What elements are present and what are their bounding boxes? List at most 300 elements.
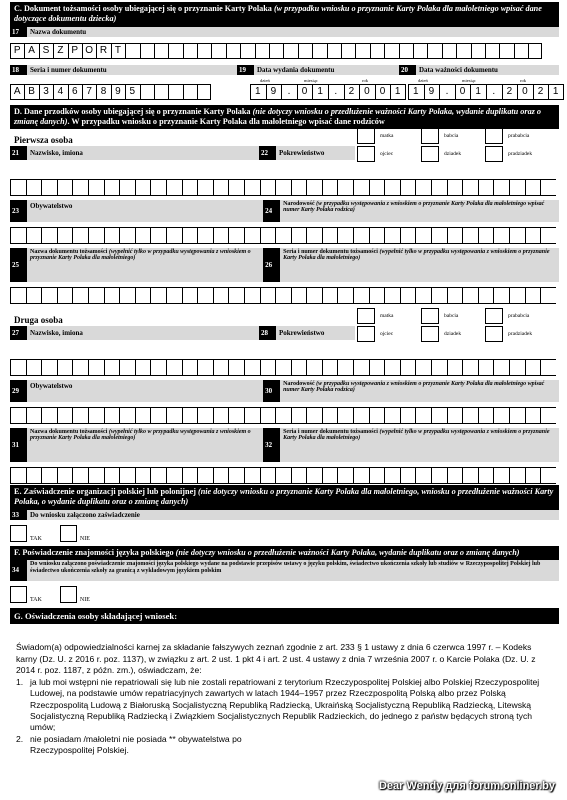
- character-cell[interactable]: [213, 467, 229, 484]
- character-cell[interactable]: [493, 287, 509, 304]
- character-cell[interactable]: [384, 43, 398, 59]
- character-cell[interactable]: [431, 227, 447, 244]
- character-cell[interactable]: [166, 467, 182, 484]
- character-cell[interactable]: [57, 359, 73, 376]
- character-cell[interactable]: [493, 359, 509, 376]
- character-cell[interactable]: [298, 43, 312, 59]
- character-cell[interactable]: [540, 407, 556, 424]
- character-cell[interactable]: 3: [39, 84, 53, 100]
- character-cell[interactable]: [140, 43, 154, 59]
- character-cell[interactable]: [182, 179, 198, 196]
- character-cell[interactable]: 0: [517, 84, 533, 100]
- character-cell[interactable]: [384, 467, 400, 484]
- character-cell[interactable]: [26, 227, 42, 244]
- character-cell[interactable]: P: [68, 43, 82, 59]
- character-cell[interactable]: [525, 359, 541, 376]
- character-cell[interactable]: [353, 407, 369, 424]
- character-cell[interactable]: [88, 407, 104, 424]
- character-cell[interactable]: [183, 84, 197, 100]
- character-cell[interactable]: [384, 227, 400, 244]
- character-cell[interactable]: [154, 84, 168, 100]
- character-cell[interactable]: [369, 179, 385, 196]
- character-cell[interactable]: [88, 179, 104, 196]
- character-cell[interactable]: [456, 43, 470, 59]
- kinship-checkbox[interactable]: [421, 128, 439, 144]
- character-cell[interactable]: 1: [390, 84, 406, 100]
- kinship-checkbox[interactable]: [485, 326, 503, 342]
- character-cell[interactable]: [26, 407, 42, 424]
- character-cell[interactable]: [509, 227, 525, 244]
- character-cell[interactable]: [182, 287, 198, 304]
- character-cell[interactable]: [353, 467, 369, 484]
- character-cell[interactable]: [57, 407, 73, 424]
- character-cell[interactable]: [369, 227, 385, 244]
- character-cell[interactable]: [400, 407, 416, 424]
- character-cell[interactable]: [370, 43, 384, 59]
- character-cell[interactable]: [400, 227, 416, 244]
- character-cell[interactable]: [135, 179, 151, 196]
- character-cell[interactable]: [41, 287, 57, 304]
- character-cell[interactable]: [213, 359, 229, 376]
- character-cell[interactable]: [306, 467, 322, 484]
- character-cell[interactable]: [291, 179, 307, 196]
- character-cell[interactable]: [337, 287, 353, 304]
- character-cell[interactable]: [306, 179, 322, 196]
- character-cell[interactable]: [211, 43, 225, 59]
- attestation-yes-checkbox[interactable]: [10, 525, 27, 542]
- character-cell[interactable]: [525, 179, 541, 196]
- kinship-checkbox[interactable]: [357, 326, 375, 342]
- character-cell[interactable]: 1: [408, 84, 424, 100]
- character-cell[interactable]: [104, 359, 120, 376]
- character-cell[interactable]: [244, 227, 260, 244]
- character-cell[interactable]: [125, 43, 139, 59]
- character-cell[interactable]: [197, 43, 211, 59]
- character-cell[interactable]: [525, 467, 541, 484]
- character-cell[interactable]: [197, 407, 213, 424]
- character-cell[interactable]: [119, 227, 135, 244]
- character-cell[interactable]: [399, 43, 413, 59]
- character-cell[interactable]: [182, 359, 198, 376]
- character-cell[interactable]: [255, 43, 269, 59]
- character-cell[interactable]: T: [111, 43, 125, 59]
- character-cell[interactable]: [337, 179, 353, 196]
- character-cell[interactable]: [462, 179, 478, 196]
- character-cell[interactable]: S: [39, 43, 53, 59]
- character-cell[interactable]: [478, 407, 494, 424]
- kinship-checkbox[interactable]: [485, 146, 503, 162]
- character-cell[interactable]: [135, 467, 151, 484]
- kinship-checkbox[interactable]: [357, 146, 375, 162]
- character-cell[interactable]: [228, 359, 244, 376]
- character-cell[interactable]: [182, 227, 198, 244]
- character-cell[interactable]: [540, 359, 556, 376]
- character-cell[interactable]: [431, 407, 447, 424]
- character-cell[interactable]: [431, 287, 447, 304]
- character-cell[interactable]: [384, 359, 400, 376]
- character-cell[interactable]: B: [24, 84, 38, 100]
- character-cell[interactable]: P: [10, 43, 24, 59]
- character-cell[interactable]: [353, 179, 369, 196]
- character-cell[interactable]: [369, 359, 385, 376]
- character-cell[interactable]: [150, 467, 166, 484]
- character-cell[interactable]: [485, 43, 499, 59]
- character-cell[interactable]: [183, 43, 197, 59]
- character-cell[interactable]: [26, 467, 42, 484]
- character-cell[interactable]: [291, 467, 307, 484]
- character-cell[interactable]: [337, 407, 353, 424]
- character-cell[interactable]: [400, 179, 416, 196]
- character-cell[interactable]: [369, 467, 385, 484]
- character-cell[interactable]: .: [328, 84, 344, 100]
- character-cell[interactable]: [415, 179, 431, 196]
- character-cell[interactable]: [119, 287, 135, 304]
- expiry-date-cells[interactable]: [408, 84, 564, 100]
- character-cell[interactable]: [166, 287, 182, 304]
- character-cell[interactable]: [306, 359, 322, 376]
- character-cell[interactable]: 9: [111, 84, 125, 100]
- character-cell[interactable]: [514, 43, 528, 59]
- character-cell[interactable]: [119, 407, 135, 424]
- character-cell[interactable]: 4: [53, 84, 67, 100]
- character-cell[interactable]: 7: [82, 84, 96, 100]
- character-cell[interactable]: [413, 43, 427, 59]
- character-cell[interactable]: [528, 43, 542, 59]
- character-cell[interactable]: 0: [359, 84, 375, 100]
- character-cell[interactable]: [168, 84, 182, 100]
- character-cell[interactable]: 2: [533, 84, 549, 100]
- character-cell[interactable]: [150, 179, 166, 196]
- character-cell[interactable]: [462, 467, 478, 484]
- character-cell[interactable]: [540, 179, 556, 196]
- character-cell[interactable]: [462, 287, 478, 304]
- character-cell[interactable]: [431, 179, 447, 196]
- character-cell[interactable]: [228, 179, 244, 196]
- character-cell[interactable]: [291, 407, 307, 424]
- character-cell[interactable]: [244, 467, 260, 484]
- character-cell[interactable]: [291, 227, 307, 244]
- character-cell[interactable]: A: [10, 84, 24, 100]
- character-cell[interactable]: [119, 467, 135, 484]
- character-cell[interactable]: [244, 287, 260, 304]
- character-cell[interactable]: [306, 287, 322, 304]
- character-cell[interactable]: [509, 407, 525, 424]
- character-cell[interactable]: [322, 467, 338, 484]
- character-cell[interactable]: [228, 467, 244, 484]
- character-cell[interactable]: [462, 407, 478, 424]
- character-cell[interactable]: [228, 407, 244, 424]
- character-cell[interactable]: [275, 179, 291, 196]
- language-yes-checkbox[interactable]: [10, 586, 27, 603]
- character-cell[interactable]: [72, 359, 88, 376]
- character-cell[interactable]: [462, 359, 478, 376]
- character-cell[interactable]: [447, 407, 463, 424]
- character-cell[interactable]: 9: [424, 84, 440, 100]
- character-cell[interactable]: [525, 287, 541, 304]
- character-cell[interactable]: [228, 227, 244, 244]
- character-cell[interactable]: [353, 227, 369, 244]
- character-cell[interactable]: [41, 467, 57, 484]
- character-cell[interactable]: 5: [125, 84, 139, 100]
- kinship-checkbox[interactable]: [357, 308, 375, 324]
- character-cell[interactable]: [291, 359, 307, 376]
- character-cell[interactable]: [540, 227, 556, 244]
- character-cell[interactable]: [213, 287, 229, 304]
- character-cell[interactable]: [353, 287, 369, 304]
- character-cell[interactable]: R: [96, 43, 110, 59]
- character-cell[interactable]: [322, 227, 338, 244]
- character-cell[interactable]: [197, 84, 211, 100]
- character-cell[interactable]: [150, 407, 166, 424]
- character-cell[interactable]: [135, 359, 151, 376]
- character-cell[interactable]: [57, 227, 73, 244]
- character-cell[interactable]: [88, 467, 104, 484]
- character-cell[interactable]: [525, 407, 541, 424]
- character-cell[interactable]: [150, 287, 166, 304]
- document-cells-person-2[interactable]: [10, 467, 559, 484]
- character-cell[interactable]: [306, 407, 322, 424]
- character-cell[interactable]: [244, 359, 260, 376]
- character-cell[interactable]: [341, 43, 355, 59]
- character-cell[interactable]: [509, 179, 525, 196]
- character-cell[interactable]: [72, 407, 88, 424]
- kinship-checkbox[interactable]: [421, 326, 439, 342]
- character-cell[interactable]: [462, 227, 478, 244]
- character-cell[interactable]: 2: [502, 84, 518, 100]
- character-cell[interactable]: [182, 407, 198, 424]
- character-cell[interactable]: [104, 407, 120, 424]
- character-cell[interactable]: [493, 227, 509, 244]
- character-cell[interactable]: [135, 407, 151, 424]
- character-cell[interactable]: [471, 43, 485, 59]
- character-cell[interactable]: [260, 359, 276, 376]
- language-no-checkbox[interactable]: [60, 586, 77, 603]
- character-cell[interactable]: [244, 407, 260, 424]
- character-cell[interactable]: [166, 407, 182, 424]
- character-cell[interactable]: [150, 359, 166, 376]
- character-cell[interactable]: [353, 359, 369, 376]
- character-cell[interactable]: [540, 287, 556, 304]
- character-cell[interactable]: [275, 227, 291, 244]
- character-cell[interactable]: 0: [455, 84, 471, 100]
- character-cell[interactable]: [493, 179, 509, 196]
- character-cell[interactable]: 6: [68, 84, 82, 100]
- character-cell[interactable]: [150, 227, 166, 244]
- character-cell[interactable]: Z: [53, 43, 67, 59]
- character-cell[interactable]: [119, 179, 135, 196]
- character-cell[interactable]: [493, 467, 509, 484]
- character-cell[interactable]: [260, 179, 276, 196]
- character-cell[interactable]: [275, 359, 291, 376]
- character-cell[interactable]: [10, 467, 26, 484]
- character-cell[interactable]: [400, 287, 416, 304]
- character-cell[interactable]: [337, 467, 353, 484]
- character-cell[interactable]: A: [24, 43, 38, 59]
- citizenship-cells-person-2[interactable]: [10, 407, 559, 424]
- character-cell[interactable]: 1: [250, 84, 266, 100]
- character-cell[interactable]: [197, 359, 213, 376]
- character-cell[interactable]: [41, 359, 57, 376]
- character-cell[interactable]: [88, 359, 104, 376]
- character-cell[interactable]: [415, 287, 431, 304]
- citizenship-cells-person-1[interactable]: [10, 227, 559, 244]
- character-cell[interactable]: 1: [312, 84, 328, 100]
- character-cell[interactable]: [260, 227, 276, 244]
- character-cell[interactable]: [400, 467, 416, 484]
- character-cell[interactable]: [442, 43, 456, 59]
- character-cell[interactable]: [244, 179, 260, 196]
- character-cell[interactable]: [88, 227, 104, 244]
- character-cell[interactable]: [369, 407, 385, 424]
- kinship-checkbox[interactable]: [421, 308, 439, 324]
- character-cell[interactable]: [88, 287, 104, 304]
- character-cell[interactable]: [140, 84, 154, 100]
- character-cell[interactable]: [478, 359, 494, 376]
- character-cell[interactable]: [415, 227, 431, 244]
- kinship-checkbox[interactable]: [485, 128, 503, 144]
- character-cell[interactable]: 1: [470, 84, 486, 100]
- character-cell[interactable]: [355, 43, 369, 59]
- character-cell[interactable]: [447, 359, 463, 376]
- character-cell[interactable]: [478, 179, 494, 196]
- character-cell[interactable]: [10, 407, 26, 424]
- character-cell[interactable]: [104, 179, 120, 196]
- character-cell[interactable]: [166, 227, 182, 244]
- character-cell[interactable]: [104, 227, 120, 244]
- character-cell[interactable]: O: [82, 43, 96, 59]
- character-cell[interactable]: [384, 407, 400, 424]
- character-cell[interactable]: [415, 467, 431, 484]
- character-cell[interactable]: [384, 179, 400, 196]
- character-cell[interactable]: [431, 359, 447, 376]
- character-cell[interactable]: [213, 179, 229, 196]
- character-cell[interactable]: .: [439, 84, 455, 100]
- character-cell[interactable]: [283, 43, 297, 59]
- character-cell[interactable]: [509, 467, 525, 484]
- character-cell[interactable]: [72, 467, 88, 484]
- name-cells-person-1[interactable]: [10, 179, 559, 196]
- character-cell[interactable]: [57, 287, 73, 304]
- character-cell[interactable]: [154, 43, 168, 59]
- character-cell[interactable]: [260, 467, 276, 484]
- character-cell[interactable]: [119, 359, 135, 376]
- character-cell[interactable]: [72, 287, 88, 304]
- character-cell[interactable]: 0: [297, 84, 313, 100]
- character-cell[interactable]: [168, 43, 182, 59]
- character-cell[interactable]: [197, 227, 213, 244]
- character-cell[interactable]: [322, 179, 338, 196]
- character-cell[interactable]: [197, 287, 213, 304]
- character-cell[interactable]: [384, 287, 400, 304]
- character-cell[interactable]: [213, 227, 229, 244]
- character-cell[interactable]: [509, 287, 525, 304]
- document-cells-person-1[interactable]: [10, 287, 559, 304]
- kinship-checkbox[interactable]: [485, 308, 503, 324]
- character-cell[interactable]: [275, 407, 291, 424]
- character-cell[interactable]: [337, 227, 353, 244]
- character-cell[interactable]: [72, 227, 88, 244]
- character-cell[interactable]: [57, 467, 73, 484]
- character-cell[interactable]: [327, 43, 341, 59]
- character-cell[interactable]: [478, 227, 494, 244]
- character-cell[interactable]: [240, 43, 254, 59]
- character-cell[interactable]: [306, 227, 322, 244]
- character-cell[interactable]: [337, 359, 353, 376]
- character-cell[interactable]: [197, 467, 213, 484]
- character-cell[interactable]: .: [281, 84, 297, 100]
- character-cell[interactable]: [540, 467, 556, 484]
- character-cell[interactable]: [447, 227, 463, 244]
- character-cell[interactable]: [135, 227, 151, 244]
- document-number-cells[interactable]: [10, 84, 211, 100]
- kinship-checkbox[interactable]: [421, 146, 439, 162]
- character-cell[interactable]: [41, 407, 57, 424]
- character-cell[interactable]: [322, 359, 338, 376]
- attestation-no-checkbox[interactable]: [60, 525, 77, 542]
- character-cell[interactable]: [509, 359, 525, 376]
- character-cell[interactable]: [415, 359, 431, 376]
- character-cell[interactable]: [26, 179, 42, 196]
- character-cell[interactable]: [104, 287, 120, 304]
- character-cell[interactable]: [182, 467, 198, 484]
- character-cell[interactable]: [26, 359, 42, 376]
- character-cell[interactable]: [447, 467, 463, 484]
- character-cell[interactable]: 9: [266, 84, 282, 100]
- character-cell[interactable]: [260, 407, 276, 424]
- name-cells-person-2[interactable]: [10, 359, 559, 376]
- character-cell[interactable]: [369, 287, 385, 304]
- character-cell[interactable]: 0: [375, 84, 391, 100]
- document-name-cells[interactable]: [10, 43, 559, 59]
- issue-date-cells[interactable]: [250, 84, 406, 100]
- character-cell[interactable]: [525, 227, 541, 244]
- character-cell[interactable]: [447, 287, 463, 304]
- character-cell[interactable]: [431, 467, 447, 484]
- character-cell[interactable]: [493, 407, 509, 424]
- character-cell[interactable]: [41, 227, 57, 244]
- character-cell[interactable]: [322, 407, 338, 424]
- character-cell[interactable]: [275, 467, 291, 484]
- character-cell[interactable]: 8: [96, 84, 110, 100]
- character-cell[interactable]: [10, 179, 26, 196]
- character-cell[interactable]: [57, 179, 73, 196]
- character-cell[interactable]: .: [486, 84, 502, 100]
- character-cell[interactable]: [269, 43, 283, 59]
- character-cell[interactable]: [478, 467, 494, 484]
- character-cell[interactable]: [135, 287, 151, 304]
- character-cell[interactable]: [275, 287, 291, 304]
- character-cell[interactable]: [499, 43, 513, 59]
- character-cell[interactable]: [400, 359, 416, 376]
- character-cell[interactable]: [166, 359, 182, 376]
- character-cell[interactable]: [10, 287, 26, 304]
- character-cell[interactable]: [322, 287, 338, 304]
- character-cell[interactable]: 2: [344, 84, 360, 100]
- character-cell[interactable]: [41, 179, 57, 196]
- character-cell[interactable]: 1: [548, 84, 564, 100]
- kinship-checkbox[interactable]: [357, 128, 375, 144]
- character-cell[interactable]: [291, 287, 307, 304]
- character-cell[interactable]: [415, 407, 431, 424]
- character-cell[interactable]: [228, 287, 244, 304]
- character-cell[interactable]: [213, 407, 229, 424]
- character-cell[interactable]: [226, 43, 240, 59]
- character-cell[interactable]: [10, 359, 26, 376]
- character-cell[interactable]: [166, 179, 182, 196]
- character-cell[interactable]: [478, 287, 494, 304]
- character-cell[interactable]: [197, 179, 213, 196]
- character-cell[interactable]: [447, 179, 463, 196]
